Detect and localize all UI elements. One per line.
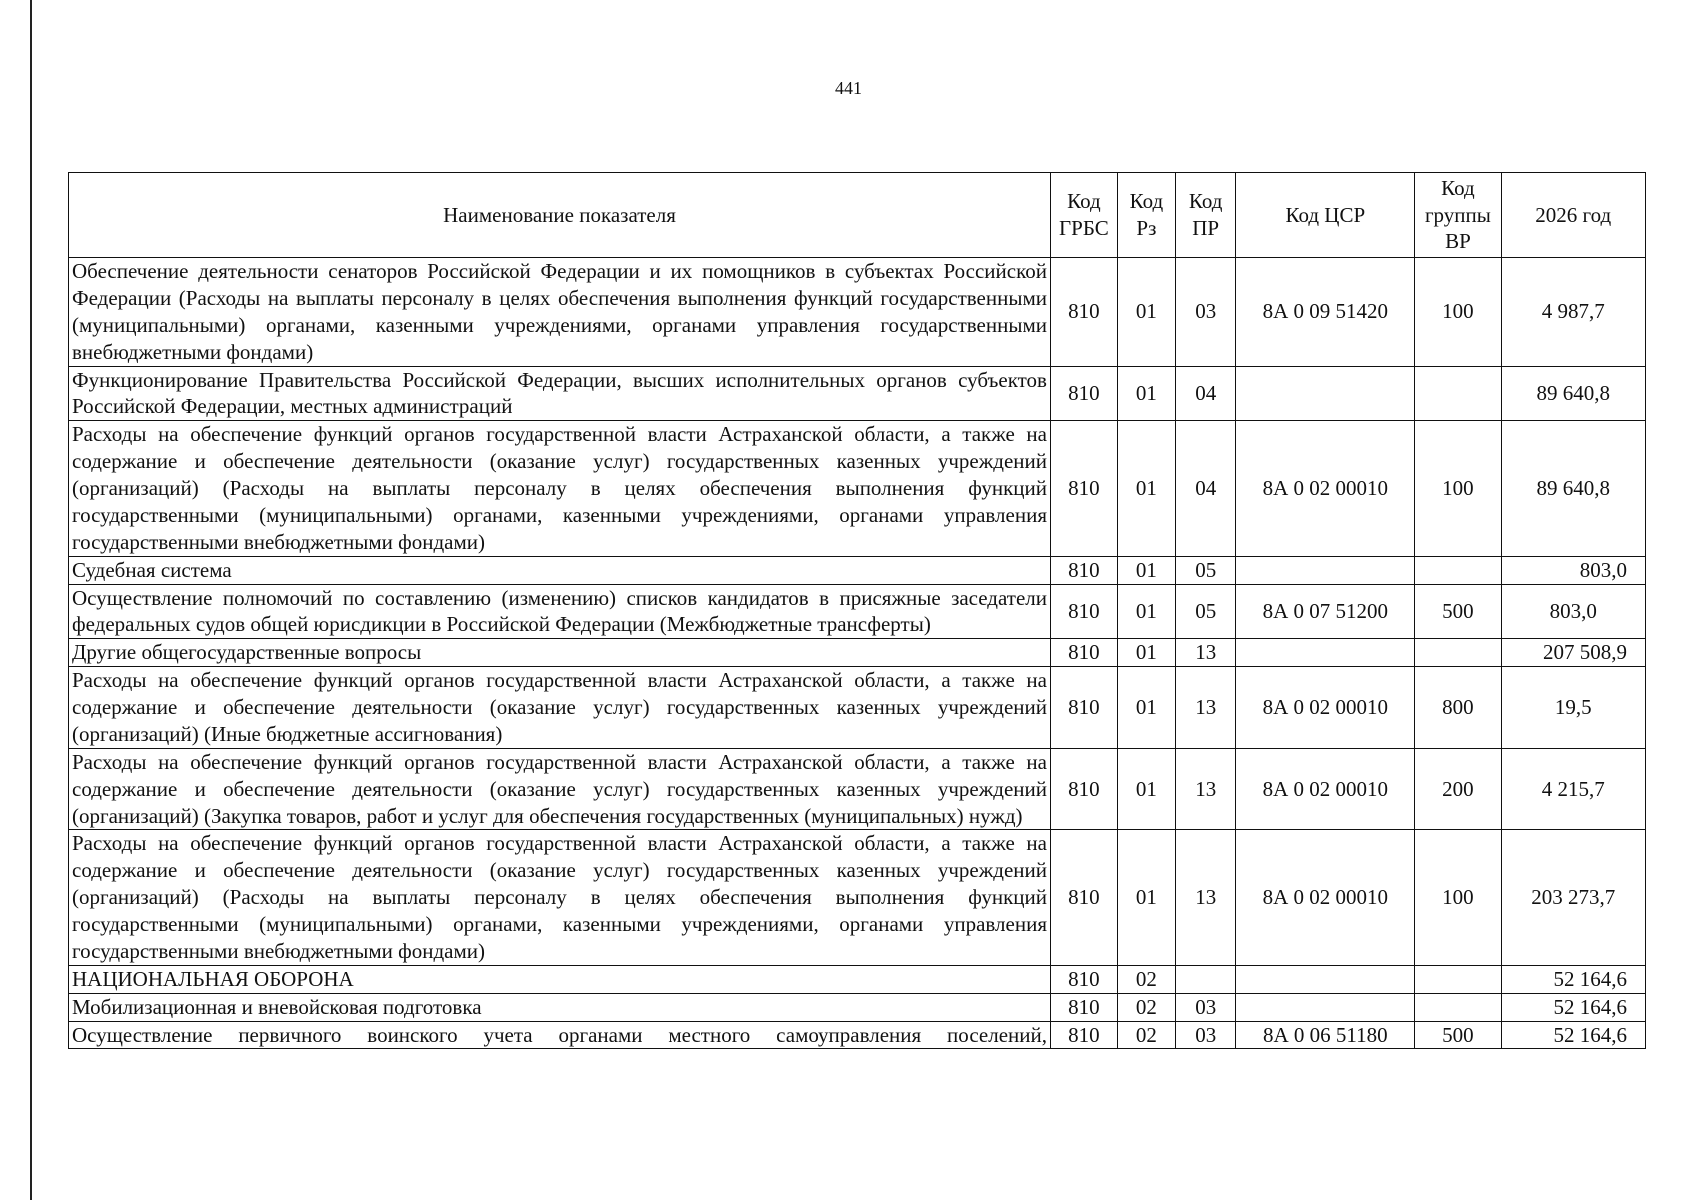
row-amount: 89 640,8 bbox=[1501, 421, 1645, 556]
header-grbs: Код ГРБС bbox=[1050, 173, 1117, 258]
row-vr: 500 bbox=[1415, 1021, 1501, 1049]
row-amount: 207 508,9 bbox=[1501, 639, 1645, 667]
page-number: 441 bbox=[835, 78, 862, 98]
row-vr: 100 bbox=[1415, 830, 1501, 965]
binding-edge-line bbox=[30, 0, 32, 1200]
table-row bbox=[69, 748, 1646, 830]
row-grbs: 810 bbox=[1050, 830, 1117, 965]
row-grbs: 810 bbox=[1050, 748, 1117, 830]
row-name: Функционирование Правительства Российской Федерации, высших исполнительных органов субъектов Российской Федерации, местных администраций bbox=[69, 366, 1051, 421]
table-row bbox=[69, 993, 1646, 1021]
row-amount: 52 164,6 bbox=[1501, 965, 1645, 993]
row-grbs: 810 bbox=[1050, 421, 1117, 556]
row-pr: 03 bbox=[1176, 258, 1236, 367]
header-name: Наименование показателя bbox=[69, 173, 1051, 258]
row-rz: 01 bbox=[1117, 667, 1175, 749]
table-row bbox=[69, 639, 1646, 667]
row-rz: 01 bbox=[1117, 366, 1175, 421]
row-pr: 13 bbox=[1176, 830, 1236, 965]
row-amount: 4 215,7 bbox=[1501, 748, 1645, 830]
table-row bbox=[69, 1021, 1646, 1049]
row-amount: 52 164,6 bbox=[1501, 993, 1645, 1021]
row-pr: 03 bbox=[1176, 993, 1236, 1021]
table-row bbox=[69, 830, 1646, 965]
row-amount: 52 164,6 bbox=[1501, 1021, 1645, 1049]
row-vr: 100 bbox=[1415, 258, 1501, 367]
row-csr: 8А 0 02 00010 bbox=[1236, 421, 1415, 556]
row-csr bbox=[1236, 366, 1415, 421]
row-rz: 01 bbox=[1117, 421, 1175, 556]
row-name: Судебная система bbox=[69, 556, 1051, 584]
row-name: Другие общегосударственные вопросы bbox=[69, 639, 1051, 667]
header-vr: Код группы ВР bbox=[1415, 173, 1501, 258]
row-vr: 500 bbox=[1415, 584, 1501, 639]
row-pr: 03 bbox=[1176, 1021, 1236, 1049]
row-amount: 89 640,8 bbox=[1501, 366, 1645, 421]
table-row bbox=[69, 366, 1646, 421]
header-csr: Код ЦСР bbox=[1236, 173, 1415, 258]
row-grbs: 810 bbox=[1050, 366, 1117, 421]
table-header-row bbox=[69, 173, 1646, 258]
table-row bbox=[69, 421, 1646, 556]
row-vr: 800 bbox=[1415, 667, 1501, 749]
row-vr bbox=[1415, 993, 1501, 1021]
row-name: НАЦИОНАЛЬНАЯ ОБОРОНА bbox=[69, 965, 1051, 993]
row-rz: 02 bbox=[1117, 1021, 1175, 1049]
row-grbs: 810 bbox=[1050, 584, 1117, 639]
row-rz: 02 bbox=[1117, 993, 1175, 1021]
row-amount: 19,5 bbox=[1501, 667, 1645, 749]
row-vr bbox=[1415, 366, 1501, 421]
row-name: Обеспечение деятельности сенаторов Российской Федерации и их помощников в субъектах Российской Федерации (Расходы на выплаты персоналу в целях обеспечения выполнения функций государственными (муниципальными) органами, казенными учреждениями, органами управления государственными внебюджетными фондами) bbox=[69, 258, 1051, 367]
row-pr: 05 bbox=[1176, 584, 1236, 639]
row-amount: 803,0 bbox=[1501, 556, 1645, 584]
row-rz: 01 bbox=[1117, 556, 1175, 584]
table-row bbox=[69, 965, 1646, 993]
row-vr: 200 bbox=[1415, 748, 1501, 830]
row-rz: 01 bbox=[1117, 830, 1175, 965]
table-row bbox=[69, 556, 1646, 584]
row-grbs: 810 bbox=[1050, 1021, 1117, 1049]
row-grbs: 810 bbox=[1050, 556, 1117, 584]
row-grbs: 810 bbox=[1050, 667, 1117, 749]
row-pr: 13 bbox=[1176, 748, 1236, 830]
row-rz: 02 bbox=[1117, 965, 1175, 993]
budget-table bbox=[68, 172, 1646, 1049]
row-amount: 203 273,7 bbox=[1501, 830, 1645, 965]
row-grbs: 810 bbox=[1050, 965, 1117, 993]
row-vr bbox=[1415, 556, 1501, 584]
row-rz: 01 bbox=[1117, 748, 1175, 830]
row-csr bbox=[1236, 556, 1415, 584]
row-vr bbox=[1415, 639, 1501, 667]
row-csr: 8А 0 02 00010 bbox=[1236, 748, 1415, 830]
row-pr: 13 bbox=[1176, 639, 1236, 667]
row-name: Расходы на обеспечение функций органов государственной власти Астраханской области, а также на содержание и обеспечение деятельности (оказание услуг) государственных казенных учреждений (организаций) (Расходы на выплаты персоналу в целях обеспечения выполнения функций государственными (муниципальными) органами, казенными учреждениями, органами управления государственными внебюджетными фондами) bbox=[69, 830, 1051, 965]
row-grbs: 810 bbox=[1050, 639, 1117, 667]
row-name: Расходы на обеспечение функций органов государственной власти Астраханской области, а также на содержание и обеспечение деятельности (оказание услуг) государственных казенных учреждений (организаций) (Иные бюджетные ассигнования) bbox=[69, 667, 1051, 749]
row-csr bbox=[1236, 993, 1415, 1021]
row-name: Расходы на обеспечение функций органов государственной власти Астраханской области, а также на содержание и обеспечение деятельности (оказание услуг) государственных казенных учреждений (организаций) (Расходы на выплаты персоналу в целях обеспечения выполнения функций государственными (муниципальными) органами, казенными учреждениями, органами управления государственными внебюджетными фондами) bbox=[69, 421, 1051, 556]
header-rz: Код Рз bbox=[1117, 173, 1175, 258]
row-csr: 8А 0 02 00010 bbox=[1236, 667, 1415, 749]
row-pr: 04 bbox=[1176, 421, 1236, 556]
row-pr: 13 bbox=[1176, 667, 1236, 749]
row-rz: 01 bbox=[1117, 584, 1175, 639]
row-pr: 04 bbox=[1176, 366, 1236, 421]
table-row bbox=[69, 584, 1646, 639]
row-csr: 8А 0 09 51420 bbox=[1236, 258, 1415, 367]
row-name: Расходы на обеспечение функций органов государственной власти Астраханской области, а также на содержание и обеспечение деятельности (оказание услуг) государственных казенных учреждений (организаций) (Закупка товаров, работ и услуг для обеспечения государственных (муниципальных) нужд) bbox=[69, 748, 1051, 830]
row-csr: 8А 0 06 51180 bbox=[1236, 1021, 1415, 1049]
header-year: 2026 год bbox=[1501, 173, 1645, 258]
table-row bbox=[69, 258, 1646, 367]
row-name: Мобилизационная и вневойсковая подготовка bbox=[69, 993, 1051, 1021]
row-grbs: 810 bbox=[1050, 993, 1117, 1021]
row-rz: 01 bbox=[1117, 258, 1175, 367]
row-amount: 4 987,7 bbox=[1501, 258, 1645, 367]
row-csr: 8А 0 07 51200 bbox=[1236, 584, 1415, 639]
header-pr: Код ПР bbox=[1176, 173, 1236, 258]
row-csr bbox=[1236, 965, 1415, 993]
row-name: Осуществление полномочий по составлению (изменению) списков кандидатов в присяжные заседатели федеральных судов общей юрисдикции в Российской Федерации (Межбюджетные трансферты) bbox=[69, 584, 1051, 639]
row-name: Осуществление первичного воинского учета органами местного самоуправления поселений, bbox=[69, 1021, 1051, 1049]
row-csr: 8А 0 02 00010 bbox=[1236, 830, 1415, 965]
row-vr: 100 bbox=[1415, 421, 1501, 556]
row-vr bbox=[1415, 965, 1501, 993]
row-csr bbox=[1236, 639, 1415, 667]
row-pr bbox=[1176, 965, 1236, 993]
row-rz: 01 bbox=[1117, 639, 1175, 667]
row-grbs: 810 bbox=[1050, 258, 1117, 367]
row-amount: 803,0 bbox=[1501, 584, 1645, 639]
row-pr: 05 bbox=[1176, 556, 1236, 584]
table-row bbox=[69, 667, 1646, 749]
